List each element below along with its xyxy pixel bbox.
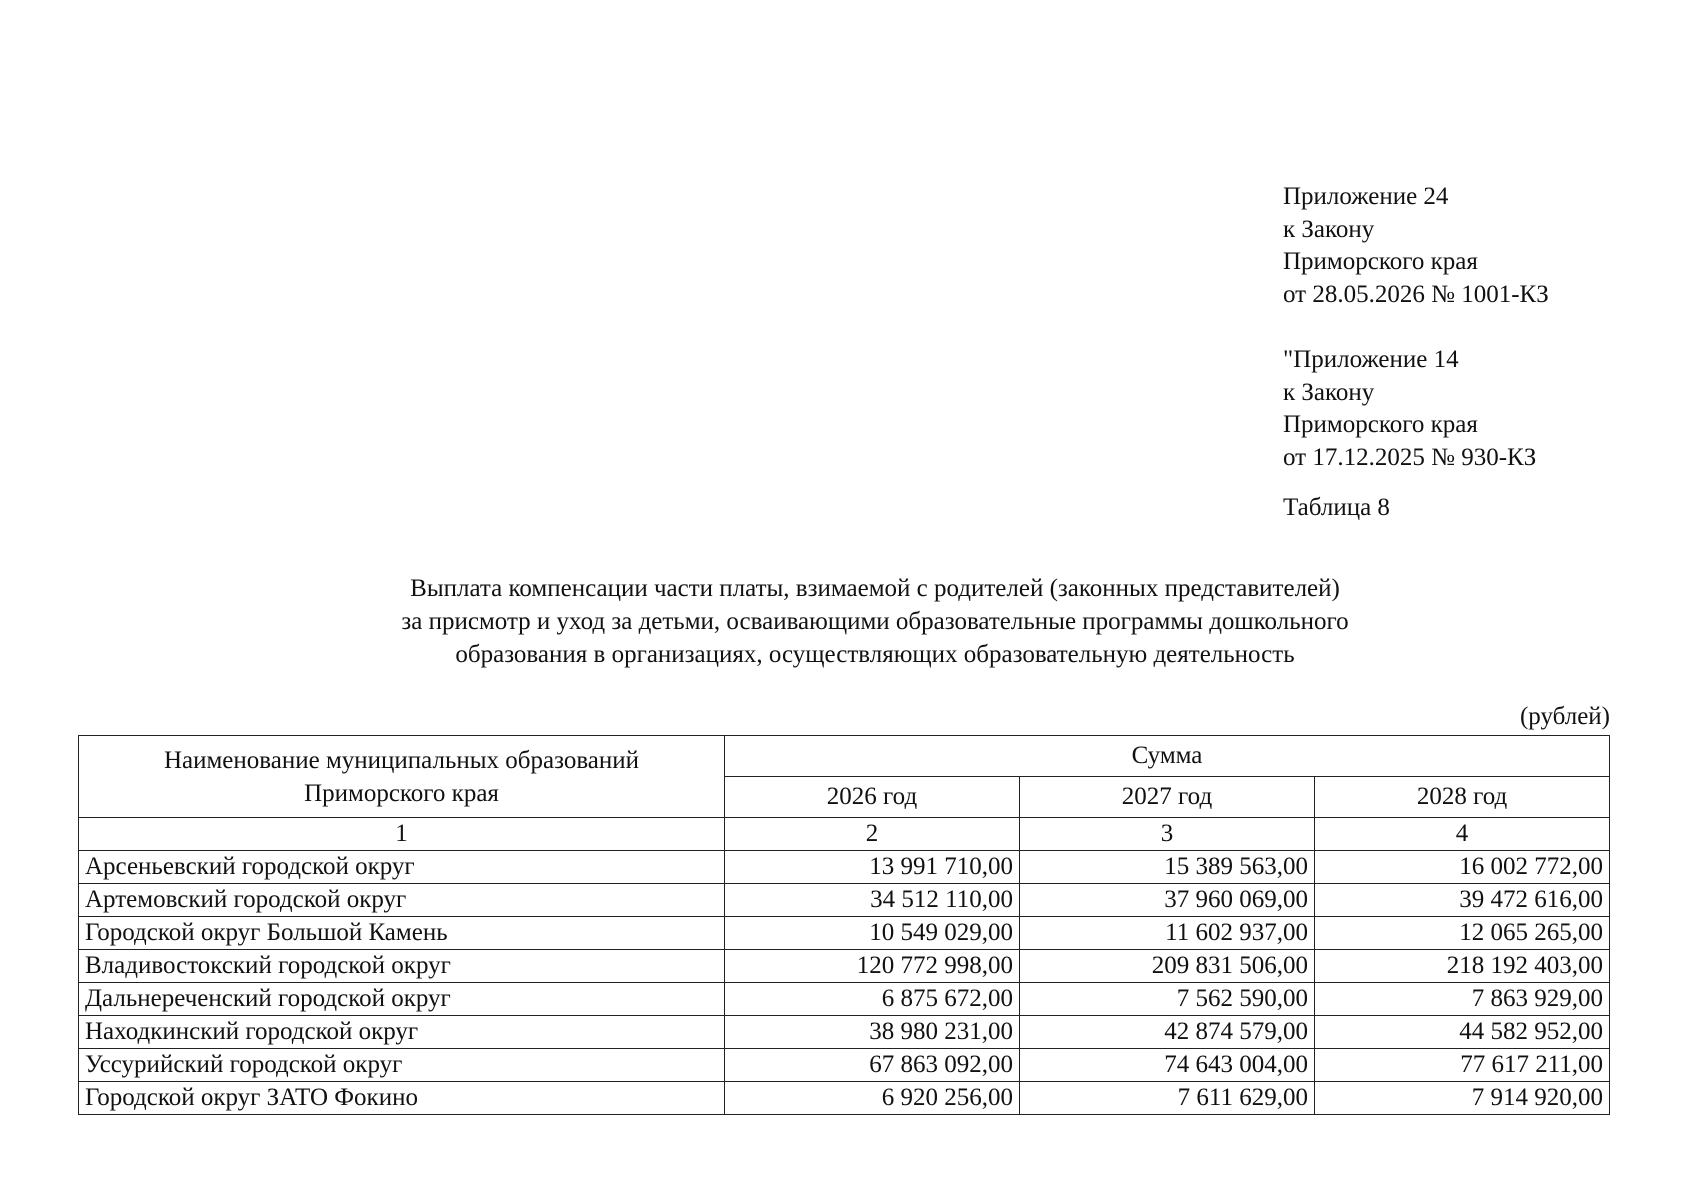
title-line-2: за присмотр и уход за детьми, осваивающими образовательные программы дошкольного — [401, 608, 1349, 635]
title-line-1: Выплата компенсации части платы, взимаемой с родителей (законных представителей) — [410, 575, 1340, 602]
amount-2027: 37 960 069,00 — [1020, 884, 1315, 917]
header-year-2026: 2026 год — [725, 777, 1020, 818]
amount-2026: 10 549 029,00 — [725, 917, 1020, 950]
municipality-name: Городской округ Большой Камень — [79, 917, 725, 950]
appendix-previous-line-4: от 17.12.2025 № 930-КЗ — [1283, 443, 1537, 471]
municipality-name: Дальнереченский городской округ — [79, 983, 725, 1016]
table-row — [79, 851, 1610, 884]
amount-2028: 77 617 211,00 — [1315, 1049, 1610, 1082]
appendix-gap — [1283, 311, 1549, 344]
table-row — [79, 983, 1610, 1016]
amount-2028: 16 002 772,00 — [1315, 851, 1610, 884]
amount-2028: 7 863 929,00 — [1315, 983, 1610, 1016]
appendix-previous-line-2: к Закону — [1283, 378, 1375, 406]
amount-2027: 7 611 629,00 — [1020, 1082, 1315, 1115]
amount-2028: 218 192 403,00 — [1315, 950, 1610, 983]
column-number: 4 — [1315, 818, 1610, 851]
amount-2026: 6 920 256,00 — [725, 1082, 1020, 1115]
amount-2026: 6 875 672,00 — [725, 983, 1020, 1016]
table-row — [79, 884, 1610, 917]
table-row — [79, 950, 1610, 983]
header-year-2027: 2027 год — [1020, 777, 1315, 818]
amount-2027: 7 562 590,00 — [1020, 983, 1315, 1016]
document-title — [150, 572, 1600, 671]
column-number: 2 — [725, 818, 1020, 851]
appendix-block — [1283, 181, 1549, 525]
amount-2028: 7 914 920,00 — [1315, 1082, 1610, 1115]
amount-2026: 120 772 998,00 — [725, 950, 1020, 983]
amount-2026: 34 512 110,00 — [725, 884, 1020, 917]
amount-2026: 13 991 710,00 — [725, 851, 1020, 884]
appendix-previous-line-1: "Приложение 14 — [1283, 346, 1459, 373]
header-municipality-line-2: Приморского края — [304, 779, 499, 807]
amount-2027: 209 831 506,00 — [1020, 950, 1315, 983]
table-row — [79, 1049, 1610, 1082]
amount-2027: 11 602 937,00 — [1020, 917, 1315, 950]
header-municipality — [79, 736, 725, 818]
amount-2028: 44 582 952,00 — [1315, 1016, 1610, 1049]
units-label: (рублей) — [1519, 703, 1610, 730]
amount-2027: 42 874 579,00 — [1020, 1016, 1315, 1049]
amount-2028: 12 065 265,00 — [1315, 917, 1610, 950]
compensation-table — [78, 735, 1610, 1115]
table-row — [79, 917, 1610, 950]
column-number: 3 — [1020, 818, 1315, 851]
amount-2027: 15 389 563,00 — [1020, 851, 1315, 884]
table-number: Таблица 8 — [1283, 494, 1390, 521]
municipality-name: Владивостокский городской округ — [79, 950, 725, 983]
table-row — [79, 1016, 1610, 1049]
appendix-current-line-4: от 28.05.2026 № 1001-КЗ — [1283, 280, 1549, 308]
appendix-current-line-1: Приложение 24 — [1283, 183, 1449, 210]
amount-2026: 67 863 092,00 — [725, 1049, 1020, 1082]
municipality-name: Арсеньевский городской округ — [79, 851, 725, 884]
amount-2027: 74 643 004,00 — [1020, 1049, 1315, 1082]
municipality-name: Уссурийский городской округ — [79, 1049, 725, 1082]
column-number: 1 — [79, 818, 725, 851]
column-number-row — [79, 818, 1610, 851]
appendix-current-line-3: Приморского края — [1283, 248, 1478, 275]
municipality-name: Находкинский городской округ — [79, 1016, 725, 1049]
appendix-current-line-2: к Закону — [1283, 215, 1375, 243]
municipality-name: Городской округ ЗАТО Фокино — [79, 1082, 725, 1115]
amount-2026: 38 980 231,00 — [725, 1016, 1020, 1049]
title-line-3: образования в организациях, осуществляющих образовательную деятельность — [455, 641, 1295, 668]
header-municipality-line-1: Наименование муниципальных образований — [163, 746, 640, 774]
header-sum: Сумма — [725, 736, 1610, 777]
table-row — [79, 1082, 1610, 1115]
municipality-name: Артемовский городской округ — [79, 884, 725, 917]
appendix-previous-line-3: Приморского края — [1283, 411, 1478, 438]
amount-2028: 39 472 616,00 — [1315, 884, 1610, 917]
header-year-2028: 2028 год — [1315, 777, 1610, 818]
